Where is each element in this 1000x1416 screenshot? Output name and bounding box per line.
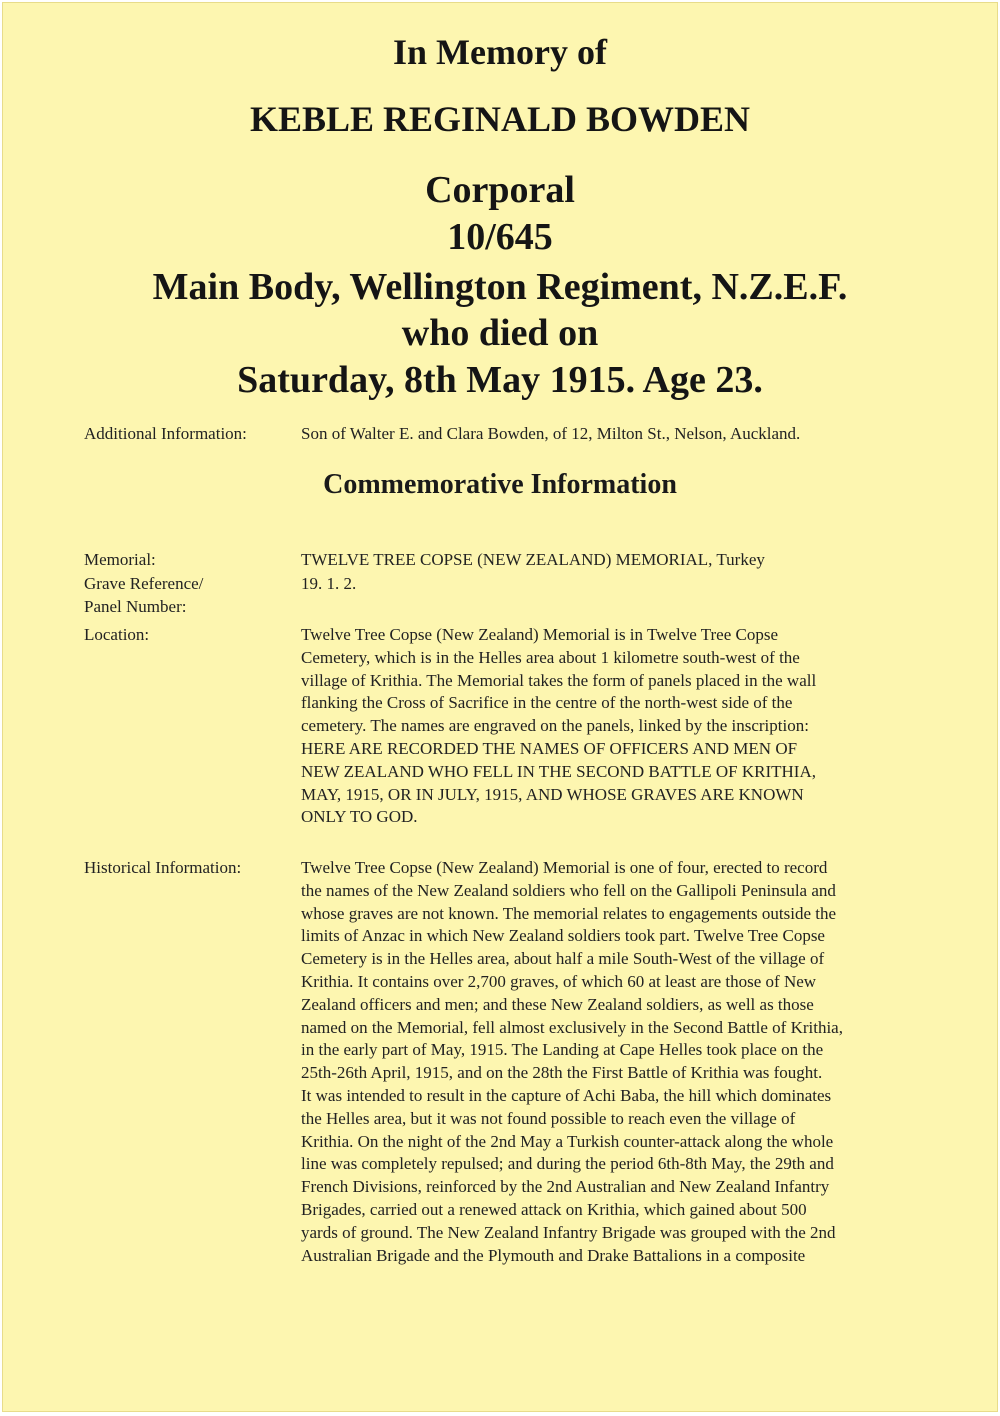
historical-line: the names of the New Zealand soldiers who fell on the Gallipoli Peninsula and <box>301 880 836 900</box>
soldier-name: KEBLE REGINALD BOWDEN <box>249 99 751 139</box>
historical-line: Brigades, carried out a renewed attack on Krithia, which gained about 500 <box>301 1199 807 1219</box>
location-line: cemetery. The names are engraved on the panels, linked by the inscription: <box>301 716 809 736</box>
historical-line: named on the Memorial, fell almost exclusively in the Second Battle of Krithia, <box>301 1017 843 1037</box>
location-label: Location: <box>84 625 150 644</box>
memorial-page <box>2 2 998 1412</box>
historical-line: French Divisions, reinforced by the 2nd Australian and New Zealand Infantry <box>301 1177 830 1197</box>
rank: Corporal <box>425 169 575 211</box>
historical-line: whose graves are not known. The memorial relates to engagements outside the <box>301 903 837 923</box>
location-text <box>301 624 951 829</box>
historical-line: It was intended to result in the capture of Achi Baba, the hill which dominates <box>301 1085 832 1105</box>
historical-line: the Helles area, but it was not found possible to reach even the village of <box>301 1108 796 1128</box>
service-number: 10/645 <box>447 216 553 258</box>
historical-line: in the early part of May, 1915. The Landing at Cape Helles took place on the <box>301 1040 824 1060</box>
location-line: Cemetery, which is in the Helles area about 1 kilometre south-west of the <box>301 647 800 667</box>
location-line: flanking the Cross of Sacrifice in the centre of the north-west side of the <box>301 693 793 713</box>
historical-line: Krithia. On the night of the 2nd May a Turkish counter-attack along the whole <box>301 1131 834 1151</box>
historical-line: Australian Brigade and the Plymouth and Drake Battalions in a composite <box>301 1245 806 1265</box>
died-on: who died on <box>401 312 599 354</box>
grave-reference-label: Grave Reference/ <box>84 574 204 593</box>
memorial-label: Memorial: <box>84 550 156 569</box>
location-line: HERE ARE RECORDED THE NAMES OF OFFICERS AND MEN OF <box>301 738 798 758</box>
location-line: village of Krithia. The Memorial takes the form of panels placed in the wall <box>301 670 817 690</box>
additional-info-label: Additional Information: <box>84 424 247 443</box>
unit: Main Body, Wellington Regiment, N.Z.E.F. <box>152 266 848 308</box>
historical-line: Cemetery is in the Helles area, about half a mile South-West of the village of <box>301 949 825 969</box>
location-line: Twelve Tree Copse (New Zealand) Memorial is in Twelve Tree Copse <box>301 625 778 644</box>
location-line: MAY, 1915, OR IN JULY, 1915, AND WHOSE GRAVES ARE KNOWN <box>301 784 804 804</box>
historical-text <box>301 857 951 1267</box>
historical-info-label: Historical Information: <box>84 858 242 877</box>
historical-line: Zealand officers and men; and these New Zealand soldiers, as well as those <box>301 994 814 1014</box>
historical-line: yards of ground. The New Zealand Infantry Brigade was grouped with the 2nd <box>301 1222 836 1242</box>
historical-line: Krithia. It contains over 2,700 graves, of which 60 at least are those of New <box>301 971 817 991</box>
date-and-age: Saturday, 8th May 1915. Age 23. <box>237 359 763 401</box>
historical-line: 25th-26th April, 1915, and on the 28th the First Battle of Krithia was fought. <box>301 1063 823 1083</box>
location-line: NEW ZEALAND WHO FELL IN THE SECOND BATTLE OF KRITHIA, <box>301 761 816 781</box>
memorial-value: TWELVE TREE COPSE (NEW ZEALAND) MEMORIAL, Turkey <box>301 550 765 569</box>
additional-info-value: Son of Walter E. and Clara Bowden, of 12, Milton St., Nelson, Auckland. <box>301 424 801 443</box>
historical-line: line was completely repulsed; and during the period 6th-8th May, the 29th and <box>301 1154 834 1174</box>
panel-number-label: Panel Number: <box>84 597 187 616</box>
grave-reference-value: 19. 1. 2. <box>301 574 357 593</box>
location-line: ONLY TO GOD. <box>301 807 418 827</box>
historical-line: Twelve Tree Copse (New Zealand) Memorial is one of four, erected to record <box>301 858 828 877</box>
in-memory-heading: In Memory of <box>393 32 607 72</box>
historical-line: limits of Anzac in which New Zealand soldiers took part. Twelve Tree Copse <box>301 926 825 946</box>
commemorative-heading: Commemorative Information <box>323 469 677 500</box>
